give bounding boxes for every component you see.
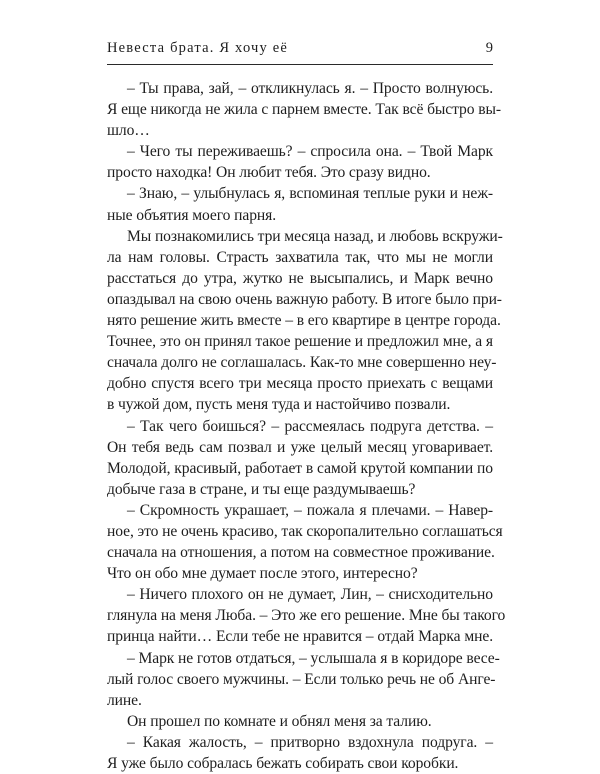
text-line: Мы познакомились три месяца назад, и любовь вскружи- — [127, 227, 503, 245]
text-line: нято решение жить вместе – в его квартире в центре города. — [107, 312, 501, 330]
text-line: добно спустя всего три месяца просто приехать с вещами — [107, 375, 493, 393]
text-line: шло… — [107, 122, 150, 140]
text-line: добыче газа в стране, и ты еще раздумываешь? — [107, 480, 416, 498]
text-line: Я уже было собралась бежать собирать свои коробки. — [107, 755, 459, 772]
text-line: ла нам головы. Страсть захватила так, что мы не могли — [107, 248, 493, 266]
text-line: – Чего ты переживаешь? – спросила она. – Твой Марк — [127, 143, 493, 161]
text-line: расстаться до утра, жутко не высыпались, и Марк вечно — [107, 269, 493, 287]
text-line: в чужой дом, пусть меня туда и настойчиво позвали. — [107, 396, 451, 414]
text-line: Молодой, красивый, работает в самой крутой компании по — [107, 459, 493, 477]
text-line: принца найти… Если тебе не нравится – отдай Марка мне. — [107, 628, 493, 646]
text-line: – Знаю, – улыбнулась я, вспоминая теплые руки и неж- — [127, 185, 493, 203]
text-line: ные объятия моего парня. — [107, 206, 277, 224]
text-line: глянула на меня Люба. – Это же его решение. Мне бы такого — [107, 607, 506, 625]
text-line: Точнее, это он принял такое решение и предложил мне, а я — [107, 333, 493, 351]
text-line: ное, это не очень красиво, так скоропалительно соглашаться — [107, 522, 503, 540]
running-header — [107, 38, 493, 65]
text-line: сначала на отношения, а потом на совместное проживание. — [107, 544, 495, 562]
body-text — [107, 78, 506, 774]
header-title: Невеста брата. Я хочу её — [107, 40, 289, 56]
text-line: опаздывал на свою очень важную работу. В итоге было при- — [107, 290, 502, 308]
text-line: – Марк не готов отдаться, – услышала я в коридоре весе- — [127, 649, 500, 667]
text-line: – Скромность украшает, – пожала я плечами. – Навер- — [127, 501, 493, 519]
text-line: – Какая жалость, – притворно вздохнула подруга. – — [127, 733, 493, 751]
text-line: – Ничего плохого он не думает, Лин, – снисходительно — [127, 586, 493, 604]
text-line: лый голос своего мужчины. – Если только речь не об Анге- — [107, 670, 496, 688]
text-line: лине. — [107, 691, 142, 709]
text-line: сначала долго не соглашалась. Как-то мне совершенно неу- — [107, 354, 497, 372]
text-line: – Так чего боишься? – рассмеялась подруга детства. – — [127, 417, 493, 435]
text-line: просто находка! Он любит тебя. Это сразу видно. — [107, 164, 431, 182]
text-line: Я еще никогда не жила с парнем вместе. Так всё быстро вы- — [107, 101, 501, 119]
text-line: Он тебя ведь сам позвал и уже целый месяц уговаривает. — [107, 438, 493, 456]
text-line: Что он обо мне думает после этого, интересно? — [107, 565, 418, 583]
text-line: – Ты права, зай, – откликнулась я. – Просто волнуюсь. — [127, 80, 493, 97]
text-line: Он прошел по комнате и обнял меня за талию. — [127, 712, 432, 730]
page-number: 9 — [485, 40, 493, 56]
